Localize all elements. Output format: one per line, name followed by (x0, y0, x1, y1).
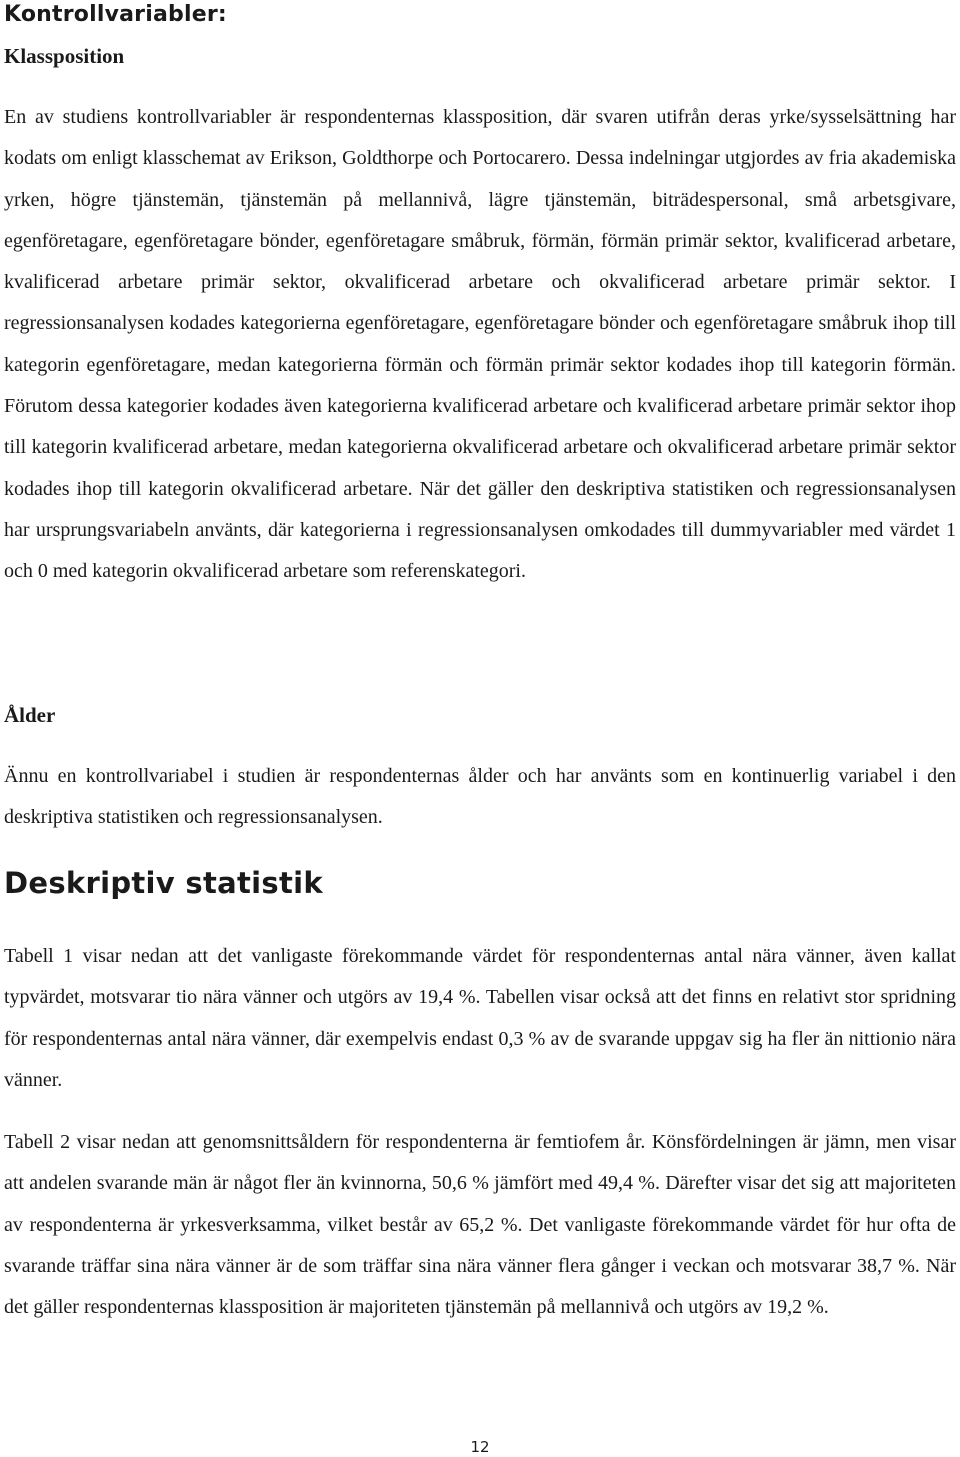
section-heading-control-variables: Kontrollvariabler: (4, 2, 227, 27)
section-heading-descriptive-statistics: Deskriptiv statistik (4, 866, 323, 900)
paragraph-descriptive-statistics-2: Tabell 2 visar nedan att genomsnittsåldern för respondenterna är femtiofem år. Könsfördelningen är jämn, men visar att andelen svarande män är något fler än kvinnorna, 50,6 % jämfört med 49,4 %. Därefter visar det sig att majoriteten av respondenterna är yrkesverksamma, vilket består av 65,2 %. Det vanligaste förekommande värdet för hur ofta de svarande träffar sina nära vänner är de som träffar sina nära vänner flera gånger i veckan och motsvarar 38,7 %. När det gäller respondenternas klassposition är majoriteten tjänstemän på mellannivå och utgörs av 19,2 %. (4, 1131, 956, 1319)
subheading-age: Ålder (4, 703, 56, 727)
subheading-class-position: Klassposition (4, 44, 125, 68)
paragraph-class-position: En av studiens kontrollvariabler är respondenternas klassposition, där svaren utifrån deras yrke/sysselsättning har kodats om enligt klasschemat av Erikson, Goldthorpe och Portocarero. Dessa indelningar utgjordes av fria akademiska yrken, högre tjänstemän, tjänstemän på mellannivå, lägre tjänstemän, biträdespersonal, små arbetsgivare, egenföretagare, egenföretagare bönder, egenföretagare småbruk, förmän, förmän primär sektor, kvalificerad arbetare, kvalificerad arbetare primär sektor, okvalificerad arbetare och okvalificerad arbetare primär sektor. I regressionsanalysen kodades kategorierna egenföretagare, egenföretagare bönder och egenföretagare småbruk ihop till kategorin egenföretagare, medan kategorierna förmän och förmän primär sektor kodades ihop till kategorin förmän. Förutom dessa kategorier kodades även kategorierna kvalificerad arbetare och kvalificerad arbetare primär sektor ihop till kategorin kvalificerad arbetare, medan kategorierna okvalificerad arbetare och okvalificerad arbetare primär sektor kodades ihop till kategorin okvalificerad arbetare. När det gäller den deskriptiva statistiken och regressionsanalysen har ursprungsvariabeln använts, där kategorierna i regressionsanalysen omkodades till dummyvariabler med värdet 1 och 0 med kategorin okvalificerad arbetare som referenskategori. (4, 106, 956, 583)
paragraph-age: Ännu en kontrollvariabel i studien är respondenternas ålder och har använts som en kontinuerlig variabel i den deskriptiva statistiken och regressionsanalysen. (4, 765, 956, 829)
page-number: 12 (470, 1438, 490, 1456)
paragraph-descriptive-statistics-1: Tabell 1 visar nedan att det vanligaste förekommande värdet för respondenternas antal nära vänner, även kallat typvärdet, motsvarar tio nära vänner och utgörs av 19,4 %. Tabellen visar också att det finns en relativt stor spridning för respondenternas antal nära vänner, där exempelvis endast 0,3 % av de svarande uppgav sig ha fler än nittionio nära vänner. (4, 945, 956, 1091)
